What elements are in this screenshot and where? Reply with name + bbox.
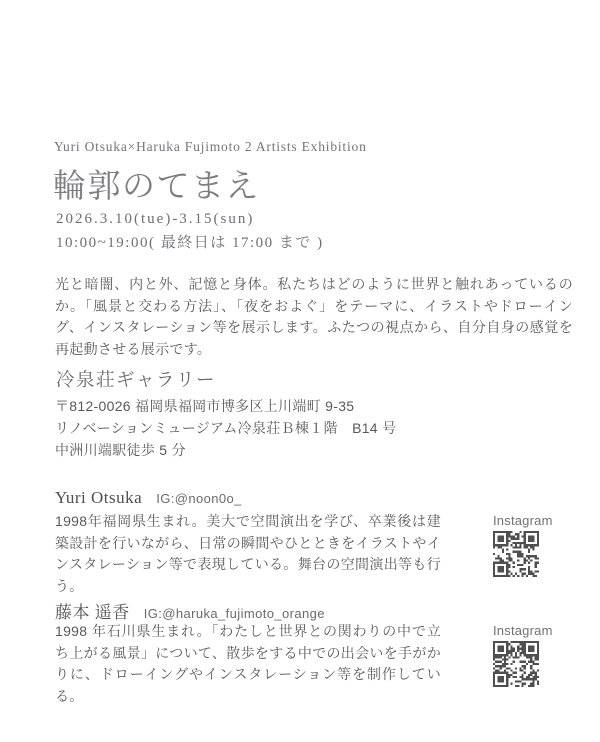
artist2-bio: 1998 年石川県生まれ。「わたしと世界との関わりの中で立ち上がる風景」について、散歩をする中での出会いを手がかりに、ドローイングやインスタレーション等を制作している。 xyxy=(55,623,441,704)
exhibition-dates: 2026.3.10(tue)-3.15(sun) xyxy=(56,211,255,227)
venue-address-line2: リノベーションミュージアム冷泉荘Ｂ棟１階 B14 号 xyxy=(55,419,397,436)
artist2-qr-label: Instagram xyxy=(493,623,553,638)
artist1-qr-label: Instagram xyxy=(493,513,553,528)
artist1-qr-block xyxy=(493,513,553,577)
artist1-name: Yuri Otsuka xyxy=(55,488,143,507)
venue-address-line1: 〒812-0026 福岡県福岡市博多区上川端町 9-35 xyxy=(55,398,355,414)
instagram-qr-code xyxy=(493,641,539,687)
artist2-instagram-handle: IG:@haruka_fujimoto_orange xyxy=(143,606,325,621)
artist1-bio: 1998年福岡県生まれ。美大で空間演出を学び、卒業後は建築設計を行いながら、日常の瞬間やひとときをイラストやインスタレーション等で表現している。舞台の空間演出等も行う。 xyxy=(55,513,441,594)
artist1-instagram-handle: IG:@noon0o_ xyxy=(156,491,242,506)
artist2-qr-block xyxy=(493,623,553,687)
exhibition-subtitle: Yuri Otsuka×Haruka Fujimoto 2 Artists Exhibition xyxy=(54,139,367,154)
artist1-header xyxy=(55,488,242,508)
artist2-header xyxy=(55,598,325,623)
venue-address xyxy=(55,396,535,461)
instagram-qr-code xyxy=(493,531,539,577)
exhibition-title: 輪郭のてまえ xyxy=(53,169,260,205)
exhibition-hours: 10:00~19:00( 最終日は 17:00 まで ) xyxy=(56,235,324,251)
exhibition-description: 光と暗闇、内と外、記憶と身体。私たちはどのように世界と触れあっているのか。「風景と交わる方法」、「夜をおよぐ」をテーマに、イラストやドローイング、インスタレーション等を展示します。ふたつの視点から、自分自身の感覚を再起動させる展示です。 xyxy=(55,276,573,357)
artist2-name: 藤本 遥香 xyxy=(55,603,130,622)
venue-address-line3: 中洲川端駅徒歩 5 分 xyxy=(55,441,186,458)
venue-name: 冷泉荘ギャラリー xyxy=(56,371,217,391)
